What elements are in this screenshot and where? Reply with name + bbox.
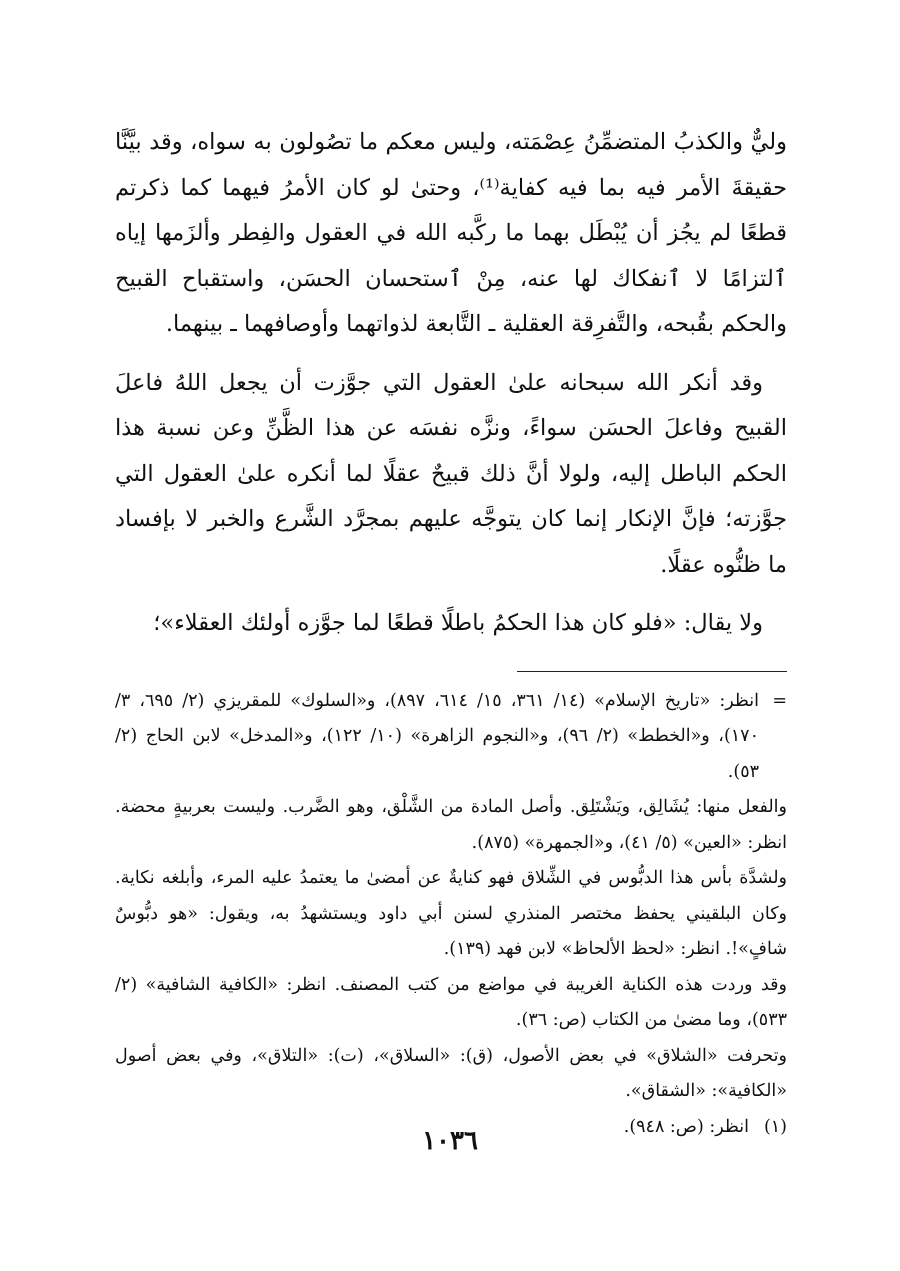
footnote-paragraph-2: والفعل منها: يُشَالِق، ويَشْتَلِق. وأصل المادة من الشَّلْق، وهو الضَّرب. وليست بعربيةٍ محضة. انظر: «العين» (٥/ ٤١)، و«الجمهرة» (٨٧٥).	[115, 797, 787, 853]
page-number: ١٠٣٦	[422, 1126, 478, 1156]
footnote-paragraph-3: ولشدَّة بأس هذا الدبُّوس في الشِّلاق فهو كنايةٌ عن أمضىٰ ما يعتمدُ عليه المرء، وأبلغه نكاية. وكان البلقيني يحفظ مختصر المنذري لسنن أبي داود ويستشهدُ به، ويقول: «هو دبُّوسٌ شافٍ»!. انظر: «لحظ الألحاظ» لابن فهد (١٣٩).	[115, 868, 787, 959]
footnote-separator	[517, 671, 787, 672]
footnote-continuation	[115, 684, 787, 791]
main-paragraph-1: وليٌّ والكذبُ المتضمِّنُ عِصْمَته، وليس معكم ما تصُولون به سواه، وقد بيَّنَّا حقيقةَ الأمر فيه بما فيه كفاية⁽¹⁾، وحتىٰ لو كان الأمرُ فيهما كما ذكرتم قطعًا لم يجُز أن يُبْطَل بهما ما ركَّبه الله في العقول والفِطر وألزَمها إياه ٱلتزامًا لا ٱنفكاك لها عنه، مِنْ ٱستحسان الحسَن، واستقباح القبيح والحكم بقُبحه، والتَّفرِقة العقلية ـ التَّابعة لذواتهما وأوصافهما ـ بينهما.	[115, 129, 787, 337]
footnote-paragraph-4: وقد وردت هذه الكناية الغريبة في مواضع من كتب المصنف. انظر: «الكافية الشافية» (٢/ ٥٣٣)، وما مضىٰ من الكتاب (ص: ٣٦).	[115, 974, 787, 1030]
footnote-number: (١)	[763, 1116, 787, 1137]
footnote-text: انظر: (ص: ٩٤٨).	[623, 1116, 749, 1137]
main-text	[115, 120, 787, 647]
footnote-paragraph-1: انظر: «تاريخ الإسلام» (١٤/ ٣٦١، ١٥/ ٦١٤، ٨٩٧)، و«السلوك» للمقريزي (٢/ ٦٩٥، ٣/ ١٧٠)، و«الخطط» (٢/ ٩٦)، و«النجوم الزاهرة» (١٠/ ١٢٢)، و«المدخل» لابن الحاج (٢/ ٥٣).	[115, 690, 759, 782]
continuation-mark: =	[772, 690, 787, 711]
footnote-paragraph-5: وتحرفت «الشلاق» في بعض الأصول، (ق): «السلاق»، (ت): «التلاق»، وفي بعض أصول «الكافية»: «الشقاق».	[115, 1045, 787, 1101]
page-content	[115, 120, 787, 1145]
main-paragraph-2: وقد أنكر الله سبحانه علىٰ العقول التي جوَّزت أن يجعل اللهُ فاعلَ القبيح وفاعلَ الحسَن سواءً، ونزَّه نفسَه عن هذا الظَّنِّ وعن نسبة هذا الحكم الباطل إليه، ولولا أنَّ ذلك قبيحٌ عقلًا لما أنكره علىٰ العقول التي جوَّزته؛ فإنَّ الإنكار إنما كان يتوجَّه عليهم بمجرَّد الشَّرع والخبر لا بإفساد ما ظنُّوه عقلًا.	[115, 369, 787, 578]
footnotes	[115, 684, 787, 1146]
main-paragraph-3: ولا يقال: «فلو كان هذا الحكمُ باطلًا قطعًا لما جوَّزه أولئك العقلاء»؛	[153, 610, 763, 636]
